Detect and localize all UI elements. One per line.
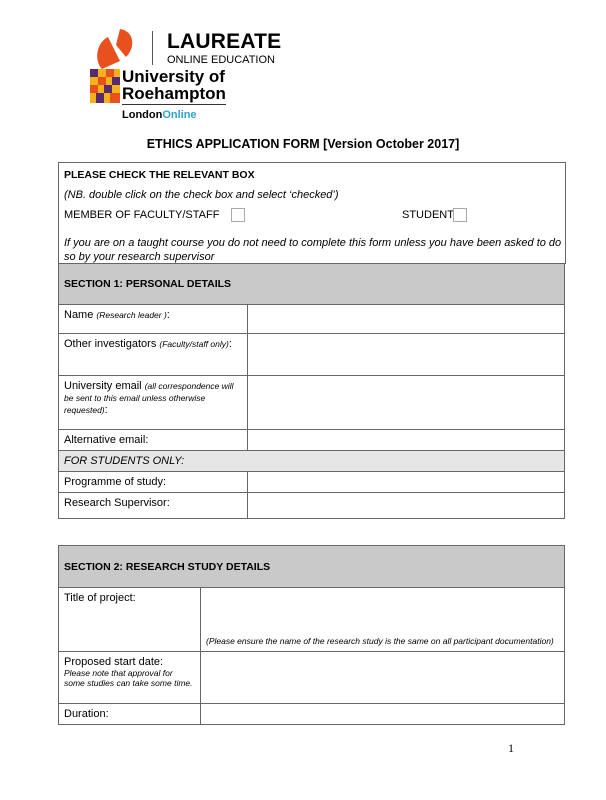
check-note: (NB. double click on the check box and select ‘checked’) bbox=[64, 189, 339, 201]
faculty-label: MEMBER OF FACULTY/STAFF bbox=[64, 209, 220, 221]
logo-rule bbox=[122, 104, 226, 105]
check-section bbox=[58, 162, 566, 264]
taught-course-note: If you are on a taught course you do not need to complete this form unless you have been asked to do so by your research supervisor bbox=[64, 237, 562, 263]
student-label: STUDENT bbox=[402, 209, 454, 221]
logo-divider bbox=[152, 31, 153, 65]
programme-field[interactable] bbox=[248, 472, 565, 493]
students-only-row: FOR STUDENTS ONLY: bbox=[59, 451, 565, 472]
other-investigators-label: Other investigators (Faculty/staff only): bbox=[59, 334, 248, 376]
university-email-label: University email (all correspondence will be sent to this email unless otherwise requested): bbox=[59, 376, 248, 430]
other-investigators-field[interactable] bbox=[248, 334, 565, 376]
section1-heading: SECTION 1: PERSONAL DETAILS bbox=[59, 264, 565, 305]
roehampton-crest-icon bbox=[90, 69, 120, 103]
student-checkbox[interactable] bbox=[453, 208, 467, 222]
programme-label: Programme of study: bbox=[59, 472, 248, 493]
laureate-wordmark: LAUREATE bbox=[167, 30, 282, 53]
title-of-project-label: Title of project: bbox=[59, 588, 201, 652]
university-name: University of Roehampton bbox=[122, 67, 226, 103]
laureate-leaf-icon bbox=[90, 27, 138, 71]
check-heading: PLEASE CHECK THE RELEVANT BOX bbox=[64, 169, 255, 181]
page-number: 1 bbox=[508, 741, 514, 755]
alt-email-field[interactable] bbox=[248, 430, 565, 451]
title-note: (Please ensure the name of the research study is the same on all participant documentation) bbox=[206, 636, 554, 646]
form-title: ETHICS APPLICATION FORM [Version October 2017] bbox=[146, 137, 460, 151]
name-field[interactable] bbox=[248, 305, 565, 334]
alt-email-label: Alternative email: bbox=[59, 430, 248, 451]
section2-heading: SECTION 2: RESEARCH STUDY DETAILS bbox=[59, 546, 565, 588]
university-email-field[interactable] bbox=[248, 376, 565, 430]
supervisor-field[interactable] bbox=[248, 493, 565, 519]
supervisor-label: Research Supervisor: bbox=[59, 493, 248, 519]
faculty-checkbox[interactable] bbox=[231, 208, 245, 222]
name-label: Name (Research leader ): bbox=[59, 305, 248, 334]
london-online: LondonOnline bbox=[122, 109, 197, 121]
laureate-subtitle: ONLINE EDUCATION bbox=[167, 54, 275, 66]
start-date-field[interactable] bbox=[201, 652, 565, 704]
start-date-label: Proposed start date: Please note that approval for some studies can take some time. bbox=[59, 652, 201, 704]
section1-table bbox=[58, 263, 565, 519]
duration-label: Duration: bbox=[59, 704, 201, 725]
logo bbox=[88, 25, 288, 125]
section2-table bbox=[58, 545, 565, 725]
duration-field[interactable] bbox=[201, 704, 565, 725]
title-of-project-field[interactable] bbox=[201, 588, 565, 652]
